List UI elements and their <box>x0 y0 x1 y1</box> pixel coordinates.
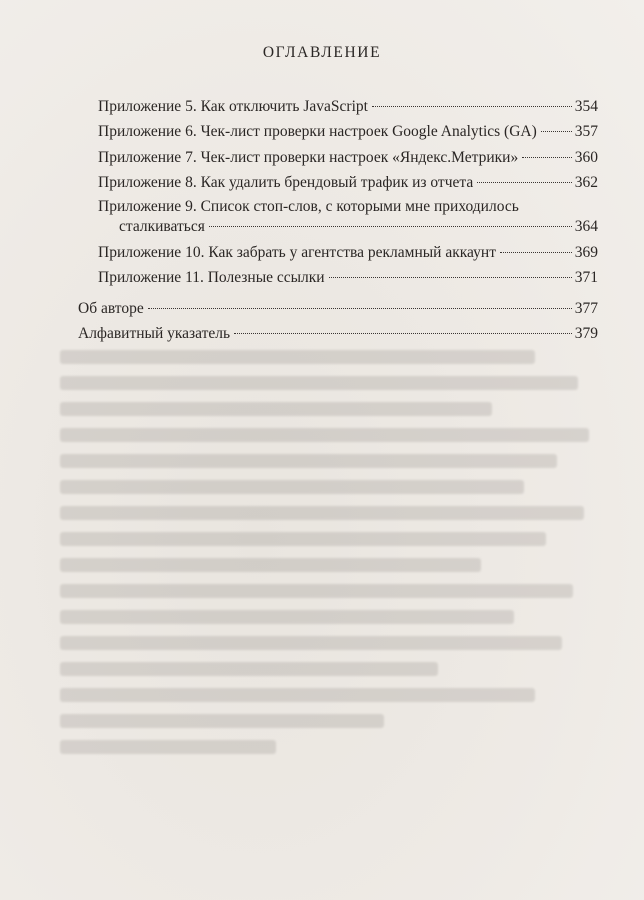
toc-entry-page: 362 <box>574 174 598 191</box>
dot-leader <box>329 277 572 278</box>
dot-leader <box>372 106 572 107</box>
toc-entry-page: 377 <box>574 300 598 317</box>
toc-entry-title: Приложение 8. Как удалить брендовый трафик из отчета <box>98 174 474 191</box>
toc-entry <box>78 324 598 344</box>
toc-entry-title: Приложение 7. Чек-лист проверки настроек «Яндекс.Метрики» <box>98 149 519 166</box>
page-title: ОГЛАВЛЕНИЕ <box>262 44 382 61</box>
dot-leader <box>477 182 572 183</box>
toc-entry-title: Приложение 11. Полезные ссылки <box>98 269 325 286</box>
dot-leader <box>148 308 572 309</box>
dot-leader <box>522 157 572 158</box>
toc-entry <box>98 122 598 142</box>
toc-entry-page: 364 <box>574 218 598 235</box>
toc-entry <box>98 173 598 193</box>
toc-entry <box>78 299 598 319</box>
toc-entry-title: Об авторе <box>78 300 144 317</box>
toc-entry <box>98 268 598 288</box>
toc-entry <box>119 217 598 237</box>
dot-leader <box>209 226 572 227</box>
dot-leader <box>541 131 572 132</box>
dot-leader <box>234 333 572 334</box>
toc-entry-page: 379 <box>574 325 598 342</box>
toc-entry-page: 369 <box>574 244 598 261</box>
toc-entry-title: Приложение 5. Как отключить JavaScript <box>98 98 368 115</box>
toc-entry-page: 357 <box>574 123 598 140</box>
show-through-text <box>60 350 600 820</box>
toc-entry-page: 371 <box>574 269 598 286</box>
toc-entry-title: Алфавитный указатель <box>78 325 231 342</box>
toc-entry <box>98 148 598 168</box>
toc-entry <box>98 97 598 117</box>
toc-entry-title: Приложение 6. Чек-лист проверки настроек Google Analytics (GA) <box>98 123 537 140</box>
toc-entry-title: Приложение 9. Список стоп-слов, с которыми мне приходилось <box>98 198 519 215</box>
toc-entry-title: Приложение 10. Как забрать у агентства рекламный аккаунт <box>98 244 496 261</box>
dot-leader <box>500 252 572 253</box>
toc-entry <box>98 243 598 263</box>
toc-entry-page: 360 <box>574 149 598 166</box>
toc-entry-title-continuation: сталкиваться <box>119 218 205 235</box>
toc-entry-page: 354 <box>574 98 598 115</box>
